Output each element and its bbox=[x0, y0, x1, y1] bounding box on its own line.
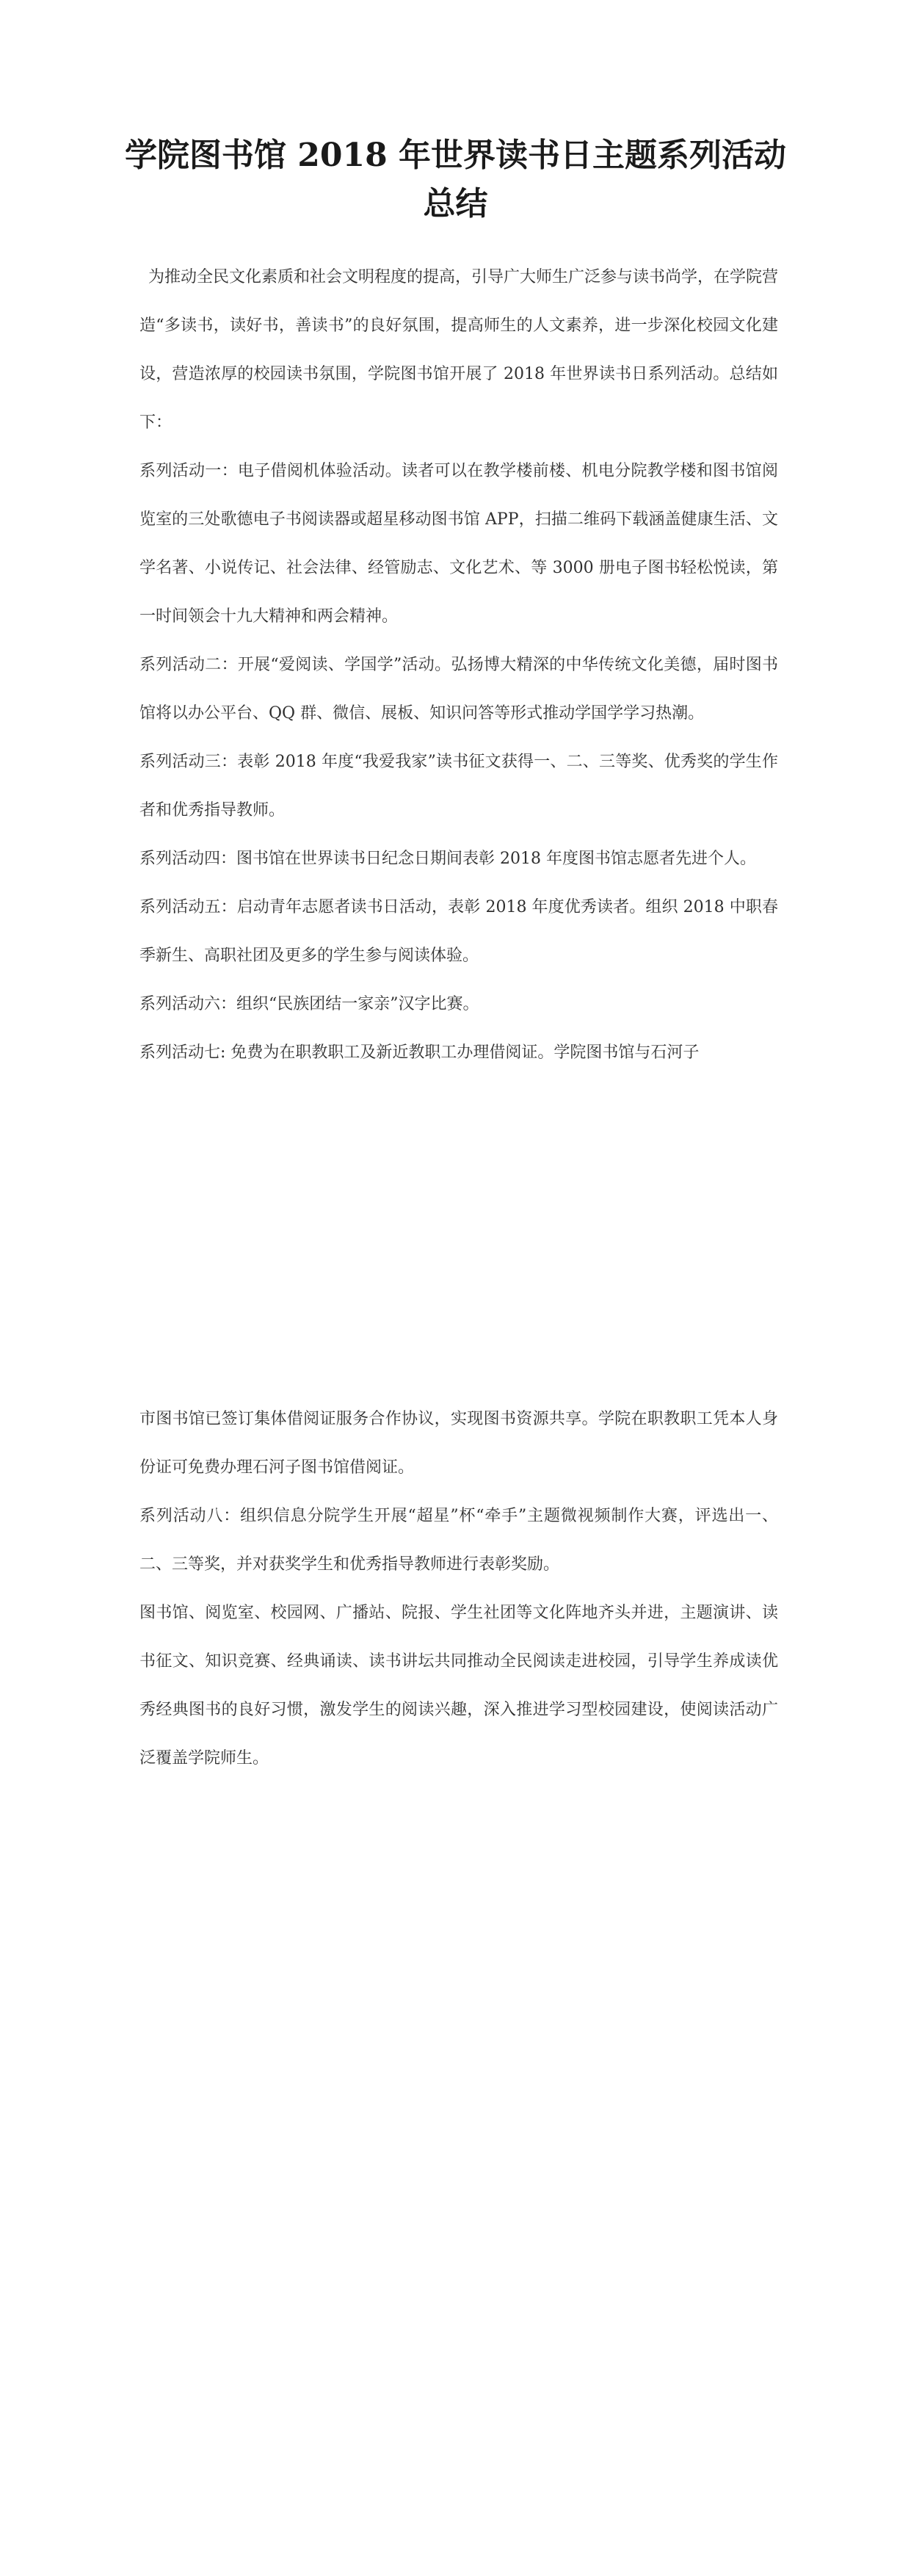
activity-seven-continued-paragraph: 市图书馆已签订集体借阅证服务合作协议，实现图书资源共享。学院在职教职工凭本人身份证可免费办理石河子图书馆借阅证。 bbox=[139, 1410, 778, 1477]
activity-five-paragraph: 系列活动五：启动青年志愿者读书日活动，表彰 2018 年度优秀读者。组织 2018 中职春季新生、高职社团及更多的学生参与阅读体验。 bbox=[139, 898, 778, 965]
intro-paragraph: 为推动全民文化素质和社会文明程度的提高，引导广大师生广泛参与读书尚学，在学院营造“多读书，读好书，善读书”的良好氛围，提高师生的人文素养，进一步深化校园文化建设，营造浓厚的校园读书氛围，学院图书馆开展了 2018 年世界读书日系列活动。总结如下： bbox=[139, 268, 779, 432]
activity-six-paragraph: 系列活动六：组织“民族团结一家亲”汉字比赛。 bbox=[139, 995, 479, 1013]
closing-paragraph: 图书馆、阅览室、校园网、广播站、院报、学生社团等文化阵地齐头并进，主题演讲、读书征文、知识竞赛、经典诵读、读书讲坛共同推动全民阅读走进校园，引导学生养成读优秀经典图书的良好习惯，激发学生的阅读兴趣，深入推进学习型校园建设，使阅读活动广泛覆盖学院师生。 bbox=[139, 1604, 778, 1768]
activity-four-paragraph: 系列活动四：图书馆在世界读书日纪念日期间表彰 2018 年度图书馆志愿者先进个人。 bbox=[139, 850, 756, 868]
activity-seven-paragraph: 系列活动七: 免费为在职教职工及新近教职工办理借阅证。学院图书馆与石河子 bbox=[139, 1043, 700, 1062]
document-title: 学院图书馆 2018 年世界读书日主题系列活动总结 bbox=[124, 137, 787, 223]
activity-eight-paragraph: 系列活动八：组织信息分院学生开展“超星”杯“牵手”主题微视频制作大赛，评选出一、二、三等奖，并对获奖学生和优秀指导教师进行表彰奖励。 bbox=[139, 1507, 778, 1574]
body-section-one bbox=[139, 253, 778, 1077]
activity-one-paragraph: 系列活动一：电子借阅机体验活动。读者可以在教学楼前楼、机电分院教学楼和图书馆阅览室的三处歌德电子书阅读器或超星移动图书馆 APP，扫描二维码下载涵盖健康生活、文学名著、小说传记、社会法律、经管励志、文化艺术、等 3000 册电子图书轻松悦读，第一时间领会十九大精神和两会精神。 bbox=[139, 462, 778, 626]
activity-three-paragraph: 系列活动三：表彰 2018 年度“我爱我家”读书征文获得一、二、三等奖、优秀奖的学生作者和优秀指导教师。 bbox=[139, 753, 778, 820]
body-section-two bbox=[139, 1395, 778, 1783]
activity-two-paragraph: 系列活动二：开展“爱阅读、学国学”活动。弘扬博大精深的中华传统文化美德，届时图书馆将以办公平台、QQ 群、微信、展板、知识问答等形式推动学国学学习热潮。 bbox=[139, 656, 778, 723]
